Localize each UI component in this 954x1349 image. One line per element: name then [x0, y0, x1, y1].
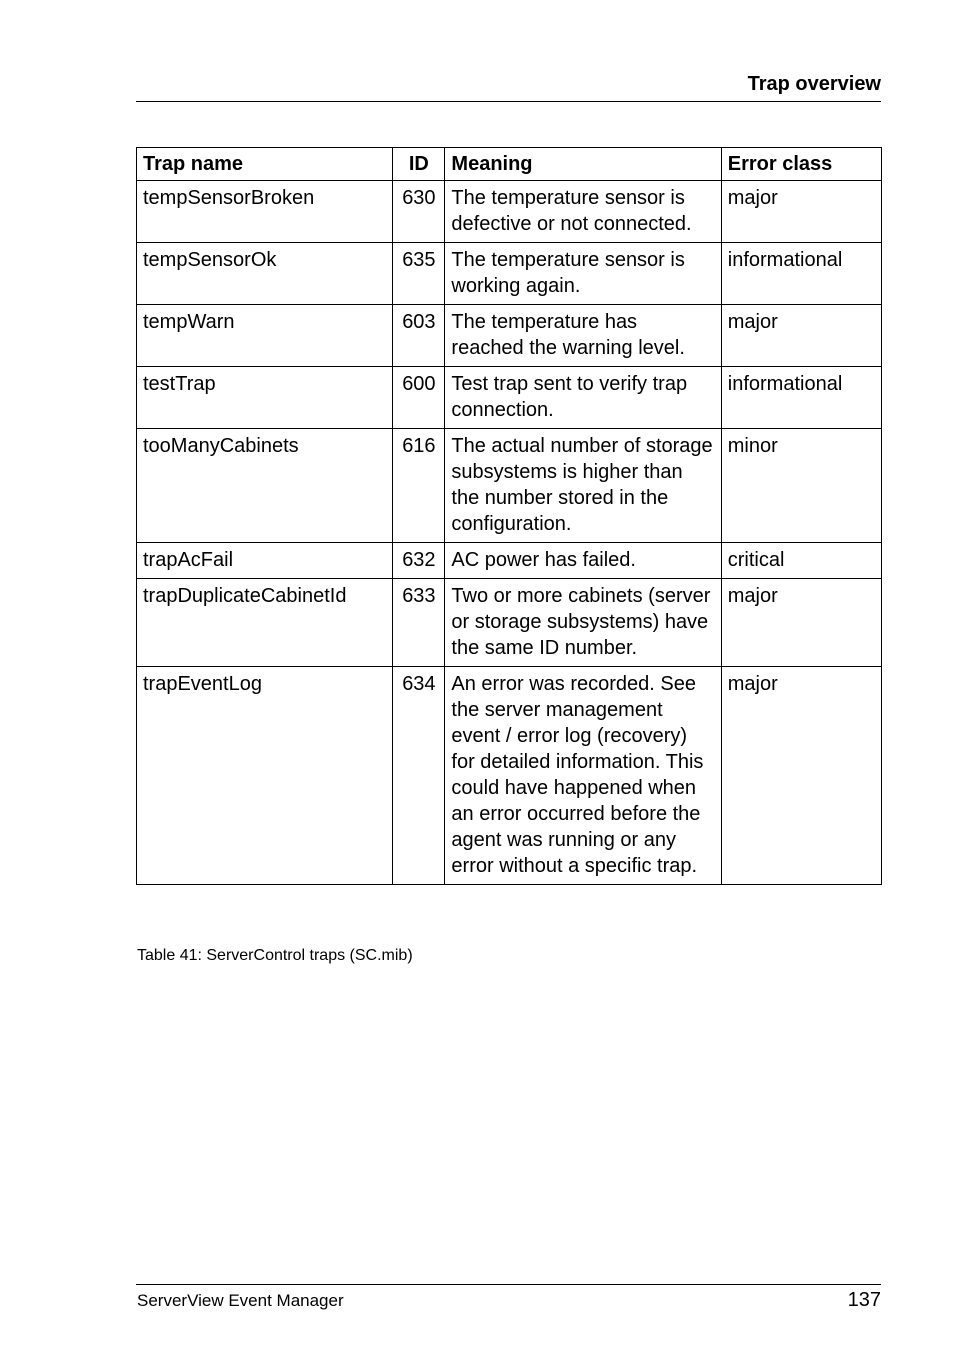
- trap-name-cell: trapEventLog: [137, 667, 393, 885]
- trap-error-class-cell: major: [721, 667, 881, 885]
- table-header-row: [137, 148, 882, 181]
- trap-id-cell: 616: [393, 429, 445, 543]
- column-header-meaning: Meaning: [445, 148, 721, 181]
- header-rule: [136, 101, 881, 102]
- column-header-error-class: Error class: [721, 148, 881, 181]
- trap-error-class-cell: minor: [721, 429, 881, 543]
- trap-name-cell: tempSensorBroken: [137, 181, 393, 243]
- trap-meaning-cell: The temperature sensor is working again.: [445, 243, 721, 305]
- trap-name-cell: tempWarn: [137, 305, 393, 367]
- page-number: 137: [847, 1289, 881, 1311]
- running-header-title: Trap overview: [747, 73, 881, 95]
- trap-name-cell: tempSensorOk: [137, 243, 393, 305]
- trap-id-cell: 633: [393, 579, 445, 667]
- table-row: [137, 667, 882, 885]
- table-row: [137, 543, 882, 579]
- table-caption: Table 41: ServerControl traps (SC.mib): [137, 947, 413, 964]
- trap-id-cell: 630: [393, 181, 445, 243]
- trap-error-class-cell: major: [721, 305, 881, 367]
- table-row: [137, 181, 882, 243]
- trap-meaning-cell: An error was recorded. See the server management event / error log (recovery) for detailed information. This could have happened when an error occurred before the agent was running or any error without a specific trap.: [445, 667, 721, 885]
- trap-id-cell: 634: [393, 667, 445, 885]
- table-row: [137, 243, 882, 305]
- footer-document-title: ServerView Event Manager: [137, 1291, 344, 1310]
- column-header-trap-name: Trap name: [137, 148, 393, 181]
- table-row: [137, 305, 882, 367]
- trap-error-class-cell: informational: [721, 243, 881, 305]
- trap-meaning-cell: The actual number of storage subsystems is higher than the number stored in the configuration.: [445, 429, 721, 543]
- trap-meaning-cell: Test trap sent to verify trap connection.: [445, 367, 721, 429]
- trap-error-class-cell: major: [721, 181, 881, 243]
- trap-meaning-cell: The temperature has reached the warning level.: [445, 305, 721, 367]
- table-row: [137, 579, 882, 667]
- trap-table: [136, 147, 882, 885]
- trap-meaning-cell: The temperature sensor is defective or not connected.: [445, 181, 721, 243]
- trap-id-cell: 632: [393, 543, 445, 579]
- table-row: [137, 367, 882, 429]
- trap-error-class-cell: critical: [721, 543, 881, 579]
- column-header-id: ID: [393, 148, 445, 181]
- table-row: [137, 429, 882, 543]
- trap-error-class-cell: major: [721, 579, 881, 667]
- footer-rule: [136, 1284, 881, 1285]
- trap-id-cell: 603: [393, 305, 445, 367]
- trap-meaning-cell: AC power has failed.: [445, 543, 721, 579]
- trap-error-class-cell: informational: [721, 367, 881, 429]
- trap-id-cell: 635: [393, 243, 445, 305]
- trap-meaning-cell: Two or more cabinets (server or storage subsystems) have the same ID number.: [445, 579, 721, 667]
- trap-name-cell: tooManyCabinets: [137, 429, 393, 543]
- trap-name-cell: testTrap: [137, 367, 393, 429]
- trap-name-cell: trapAcFail: [137, 543, 393, 579]
- trap-id-cell: 600: [393, 367, 445, 429]
- trap-name-cell: trapDuplicateCabinetId: [137, 579, 393, 667]
